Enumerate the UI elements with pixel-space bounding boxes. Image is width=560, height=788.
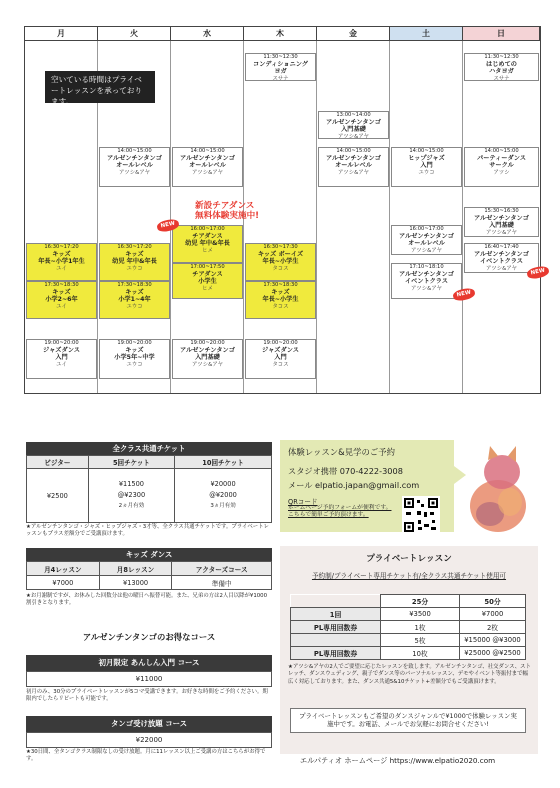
class-time: 19:00~20:00 <box>117 340 152 346</box>
class-time: 19:00~20:00 <box>263 340 298 346</box>
kt-h-4: 月4レッスン <box>27 562 100 576</box>
class-tue-kids3 <box>99 339 170 379</box>
cheer-promo-text: 新設チアダンス 無料体験実施中! <box>195 201 260 221</box>
pl-row2-label: PL専用回数券 <box>291 621 381 634</box>
new-badge-sat: NEW <box>452 287 476 302</box>
class-name: アルゼンチンタンゴ イベントクラス <box>474 251 529 266</box>
class-thu-jazz <box>245 339 316 379</box>
class-time: 19:00~20:00 <box>44 340 79 346</box>
private-lesson-table <box>290 594 526 660</box>
day-divider <box>170 41 171 393</box>
class-time: 13:00~14:00 <box>336 112 371 118</box>
ct-5-price: ¥11500 <box>118 480 144 488</box>
class-sat-tango2 <box>391 263 462 299</box>
ct-h-10: 10回チケット <box>175 456 272 469</box>
class-name: はじめての ハタヨガ <box>486 61 517 76</box>
day-header-4: 金 <box>317 27 390 41</box>
class-instructor: ヒメ <box>202 247 213 254</box>
ct-5-valid: 2ヵ月有効 <box>118 503 145 509</box>
class-time: 16:00~17:00 <box>409 226 444 232</box>
day-header-2: 水 <box>171 27 244 41</box>
day-divider <box>316 41 317 393</box>
class-name: チアダンス 幼児 年中&年長 <box>185 233 230 248</box>
kt-h-actors: アクターズコース <box>172 562 272 576</box>
class-instructor: タコス <box>272 265 289 272</box>
class-sun-tango2 <box>464 243 539 273</box>
class-name: ジャズダンス 入門 <box>43 347 80 362</box>
common-ticket-table <box>26 455 272 523</box>
pl-row3-25: 5枚 <box>381 634 460 647</box>
class-time: 16:40~17:40 <box>484 244 519 250</box>
class-time: 14:00~15:00 <box>409 148 444 154</box>
kids-ticket-title: キッズ ダンス <box>26 548 272 561</box>
class-wed-cheer1 <box>172 225 243 263</box>
contact-title: 体験レッスン&見学のご予約 <box>288 447 395 457</box>
class-time: 17:30~18:30 <box>44 282 79 288</box>
class-instructor: タコス <box>272 303 289 310</box>
class-instructor: ユイ <box>56 303 67 310</box>
pl-row1-label: 1回 <box>291 608 381 621</box>
class-instructor: ユウコ <box>126 303 143 310</box>
class-mon-jazz <box>26 339 97 379</box>
class-instructor: アツシ&アヤ <box>191 169 224 176</box>
class-name: アルゼンチンタンゴ オールレベル <box>107 155 162 170</box>
class-wed-tango <box>172 147 243 187</box>
class-mon-kids1 <box>26 243 97 281</box>
class-name: キッズ 年長~小学1年生 <box>38 251 85 266</box>
class-name: アルゼンチンタンゴ オールレベル <box>326 155 381 170</box>
class-time: 16:30~17:20 <box>117 244 152 250</box>
class-instructor: アツシ&アヤ <box>410 285 443 292</box>
contact-phone[interactable]: スタジオ携帯 070-4222-3008 <box>288 466 403 476</box>
course1-price: ¥11000 <box>26 671 272 687</box>
class-name: キッズ ボーイズ 年長~小学生 <box>257 251 304 266</box>
day-header-5: 土 <box>390 27 463 41</box>
pl-row4-25: 10枚 <box>381 647 460 660</box>
class-time: 19:00~20:00 <box>190 340 225 346</box>
course1-note: 初月のみ、30分のプライベートレッスンが5コマ受講できます。お好きな時間をご予約ください。期限内でしたらリピートも可能です。 <box>26 689 268 703</box>
pl-h-25: 25分 <box>381 595 460 608</box>
class-name: キッズ 年長~小学生 <box>262 289 299 304</box>
class-instructor: アツシ&アヤ <box>337 133 370 140</box>
qr-note: ホームページ予約フォームが便利です。こちらで簡単ご予約頂けます。 <box>288 505 392 519</box>
contact-email[interactable]: メール elpatio.japan@gmail.com <box>288 480 420 490</box>
class-name: ジャズダンス 入門 <box>262 347 299 362</box>
weekly-schedule <box>24 26 546 394</box>
ct-10-price: ¥20000 <box>210 480 236 488</box>
qr-title: QRコード <box>288 498 318 506</box>
day-header-1: 火 <box>98 27 171 41</box>
class-time: 14:00~15:00 <box>336 148 371 154</box>
day-divider <box>462 41 463 393</box>
day-divider <box>389 41 390 393</box>
class-time: 14:00~15:00 <box>117 148 152 154</box>
course2-title: タンゴ受け放題 コース <box>26 716 272 732</box>
class-time: 17:30~18:30 <box>117 282 152 288</box>
class-sun-yoga <box>464 53 539 81</box>
course2-price: ¥22000 <box>26 732 272 748</box>
class-name: キッズ 小学2~6年 <box>45 289 78 304</box>
class-time: 16:00~17:00 <box>190 226 225 232</box>
class-wed-cheer2 <box>172 263 243 299</box>
pl-row3-50: ¥15000 @¥3000 <box>460 634 526 647</box>
class-instructor: ユイ <box>56 265 67 272</box>
class-fri-tango1 <box>318 111 389 139</box>
pl-row2-25: 1枚 <box>381 621 460 634</box>
ct-10-unit: @¥2000 <box>209 491 237 499</box>
kt-4: ¥7000 <box>27 576 100 590</box>
class-instructor: スサナ <box>272 75 289 82</box>
class-instructor: アツシ&アヤ <box>485 265 518 272</box>
class-name: パーティーダンス サークル <box>477 155 526 170</box>
class-time: 16:30~17:20 <box>44 244 79 250</box>
class-name: アルゼンチンタンゴ オールレベル <box>180 155 235 170</box>
footer-homepage[interactable]: エルパティオ ホームページ https://www.elpatio2020.com <box>300 756 496 765</box>
class-sun-party <box>464 147 539 187</box>
class-name: アルゼンチンタンゴ 入門基礎 <box>326 119 381 134</box>
pl-row4-label: PL専用回数券 <box>291 647 381 660</box>
qr-code-image[interactable] <box>402 496 440 534</box>
class-name: キッズ 小学1~4年 <box>118 289 151 304</box>
course2-note: ★30日間、全タンゴクラス制限なしの受け放題。月に11レッスン以上ご受講の方はこちらがお得です。 <box>26 749 266 763</box>
new-badge-wed: NEW <box>156 218 180 233</box>
class-wed-tango3 <box>172 339 243 379</box>
tango-deals-heading: アルゼンチンタンゴのお得なコース <box>82 632 216 642</box>
class-name: アルゼンチンタンゴ イベントクラス <box>399 271 454 286</box>
class-instructor: スサナ <box>493 75 510 82</box>
class-instructor: タコス <box>272 361 289 368</box>
day-header-0: 月 <box>25 27 98 41</box>
kt-8: ¥13000 <box>99 576 172 590</box>
class-name: ヒップジャズ 入門 <box>408 155 445 170</box>
class-instructor: アツシ <box>493 169 510 176</box>
class-time: 14:00~15:00 <box>484 148 519 154</box>
class-instructor: ユウコ <box>126 361 143 368</box>
class-name: コンディショニング ヨガ <box>253 61 308 76</box>
class-time: 11:30~12:30 <box>263 54 298 60</box>
class-instructor: ユウコ <box>418 169 435 176</box>
ct-h-visitor: ビジター <box>27 456 89 469</box>
ct-h-5: 5回チケット <box>88 456 174 469</box>
class-time: 17:10~18:10 <box>409 264 444 270</box>
class-instructor: アツシ&アヤ <box>118 169 151 176</box>
pl-row2-50: 2枚 <box>460 621 526 634</box>
ct-visitor: ¥2500 <box>27 469 89 523</box>
day-header-6: 日 <box>463 27 540 41</box>
class-mon-kids2 <box>26 281 97 319</box>
class-sun-tango1 <box>464 207 539 237</box>
class-time: 14:00~15:00 <box>190 148 225 154</box>
class-fri-tango2 <box>318 147 389 187</box>
class-time: 15:30~16:30 <box>484 208 519 214</box>
pl-row3-label <box>291 634 381 647</box>
class-name: アルゼンチンタンゴ オールレベル <box>399 233 454 248</box>
class-thu-yoga <box>245 53 316 81</box>
class-instructor: ユイ <box>56 361 67 368</box>
class-instructor: アツシ&アヤ <box>485 229 518 236</box>
kids-ticket-table <box>26 561 272 590</box>
class-sat-hiphop <box>391 147 462 187</box>
class-name: チアダンス 小学生 <box>192 271 223 286</box>
class-time: 11:30~12:30 <box>484 54 519 60</box>
pl-row4-50: ¥25000 @¥2500 <box>460 647 526 660</box>
common-ticket-note: ★アルゼンチンタンゴ・ジャズ・ヒップジャズ・3才等、全クラス共通チケットです。プライベートレッスンもプラス差額分でご受講頂けます。 <box>26 524 269 538</box>
class-time: 16:30~17:30 <box>263 244 298 250</box>
class-instructor: アツシ&アヤ <box>337 169 370 176</box>
kids-ticket-note: ★お月謝制ですが、お休みした回数分は他の曜日へ振替可能。また、兄弟の方は2人目以降が¥1000割引きとなります。 <box>26 593 268 607</box>
class-instructor: アツシ&アヤ <box>410 247 443 254</box>
pl-h-50: 50分 <box>460 595 526 608</box>
class-tue-kids1 <box>99 243 170 281</box>
class-time: 17:00~17:50 <box>190 264 225 270</box>
kt-actors: 準備中 <box>172 576 272 590</box>
ct-5-unit: @¥2300 <box>117 491 146 499</box>
cat-illustration <box>460 444 536 536</box>
common-ticket-title: 全クラス共通チケット <box>26 442 272 455</box>
class-tue-kids2 <box>99 281 170 319</box>
class-sat-tango1 <box>391 225 462 255</box>
kt-h-8: 月8レッスン <box>99 562 172 576</box>
class-name: キッズ 幼児 年中&年長 <box>112 251 157 266</box>
course1-title: 初月限定 あんしん入門 コース <box>26 655 272 671</box>
class-thu-kids1 <box>245 243 316 281</box>
class-tue-tango <box>99 147 170 187</box>
class-name: アルゼンチンタンゴ 入門基礎 <box>180 347 235 362</box>
class-time: 17:30~18:30 <box>263 282 298 288</box>
class-instructor: ヒメ <box>202 285 213 292</box>
ct-10-valid: 3ヵ月有効 <box>210 503 236 509</box>
private-lesson-subtitle: 予約制/プライベート専用チケット有/全クラス共通チケット使用可 <box>311 572 507 580</box>
class-instructor: ユウコ <box>126 265 143 272</box>
class-name: キッズ 小学5年~中学 <box>114 347 155 362</box>
private-lesson-note: ★アツシ&アヤの2人でご要望に応じたレッスンを致します。アルゼンチンタンゴ、社交ダンス、ストレッチ、ダンスウェディング、親子でダンス等のパーソナルレッスン、デモやイベント等振付まで幅広く対応しております。また、ダンス共通5&10チケット+差額分でもご受講頂けます。 <box>288 664 531 685</box>
pl-row1-25: ¥3500 <box>381 608 460 621</box>
private-lesson-trial-box: プライベートレッスンもご希望のダンスジャンルで¥1000で体験レッスン実施中です。お電話、メールでお気軽にお問合せください! <box>290 708 526 733</box>
private-lesson-notice: 空いている時間はプライベートレッスンを承っております。 <box>45 71 155 103</box>
new-badge-sun: NEW <box>526 265 550 280</box>
class-instructor: アツシ&アヤ <box>191 361 224 368</box>
day-header-3: 木 <box>244 27 317 41</box>
class-name: アルゼンチンタンゴ 入門基礎 <box>474 215 529 230</box>
pl-row1-50: ¥7000 <box>460 608 526 621</box>
private-lesson-title: プライベートレッスン <box>366 554 452 564</box>
class-thu-kids2 <box>245 281 316 319</box>
